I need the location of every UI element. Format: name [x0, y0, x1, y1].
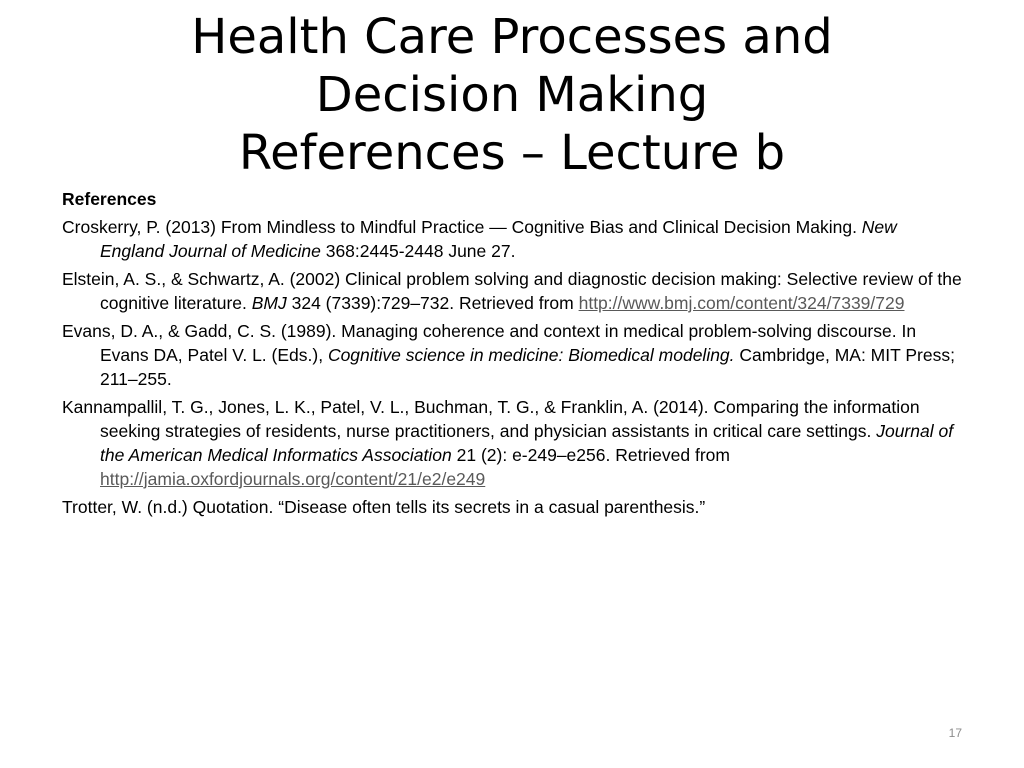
book-title: Cognitive science in medicine: Biomedical modeling.	[327, 345, 735, 365]
journal-title: New England Journal of Medicine	[100, 217, 897, 261]
references-section	[62, 187, 962, 523]
reference-text: 368:2445-2448 June 27.	[320, 241, 516, 261]
title-line-2: Decision Making	[315, 67, 709, 123]
reference-elstein	[62, 267, 962, 315]
reference-croskerry	[62, 215, 962, 263]
reference-text: Elstein, A. S., & Schwartz, A. (2002) Clinical problem solving and diagnostic decision making: Selective review of the cognitive literature.	[62, 269, 962, 313]
reference-text: 21 (2): e-249–e256. Retrieved from	[451, 445, 730, 465]
reference-text: Evans, D. A., & Gadd, C. S. (1989). Managing coherence and context in medical problem-solving discourse. In Evans DA, Patel V. L. (Eds.),	[62, 321, 917, 365]
reference-text: Trotter, W. (n.d.) Quotation. “Disease often tells its secrets in a casual parenthesis.”	[62, 497, 706, 517]
reference-text: 324 (7339):729–732. Retrieved from	[286, 293, 579, 313]
journal-title: Journal of the American Medical Informatics Association	[100, 421, 954, 465]
reference-evans	[62, 319, 962, 391]
references-heading: References	[62, 189, 157, 209]
reference-trotter	[62, 495, 962, 519]
title-line-3: References – Lecture b	[238, 125, 786, 181]
slide-title	[0, 8, 1024, 182]
reference-link[interactable]: http://www.bmj.com/content/324/7339/729	[578, 293, 905, 313]
title-line-1: Health Care Processes and	[191, 9, 833, 65]
reference-text: Croskerry, P. (2013) From Mindless to Mindful Practice — Cognitive Bias and Clinical Decision Making.	[62, 217, 862, 237]
reference-text: Kannampallil, T. G., Jones, L. K., Patel, V. L., Buchman, T. G., & Franklin, A. (2014). Comparing the information seeking strategies of residents, nurse practitioners, and physician assistants in critical care settings.	[62, 397, 920, 441]
reference-text: Cambridge, MA: MIT Press; 211–255.	[100, 345, 955, 389]
journal-title: BMJ	[251, 293, 287, 313]
reference-kannampallil	[62, 395, 962, 491]
reference-link[interactable]: http://jamia.oxfordjournals.org/content/21/e2/e249	[100, 469, 486, 489]
page-number: 17	[948, 726, 962, 740]
